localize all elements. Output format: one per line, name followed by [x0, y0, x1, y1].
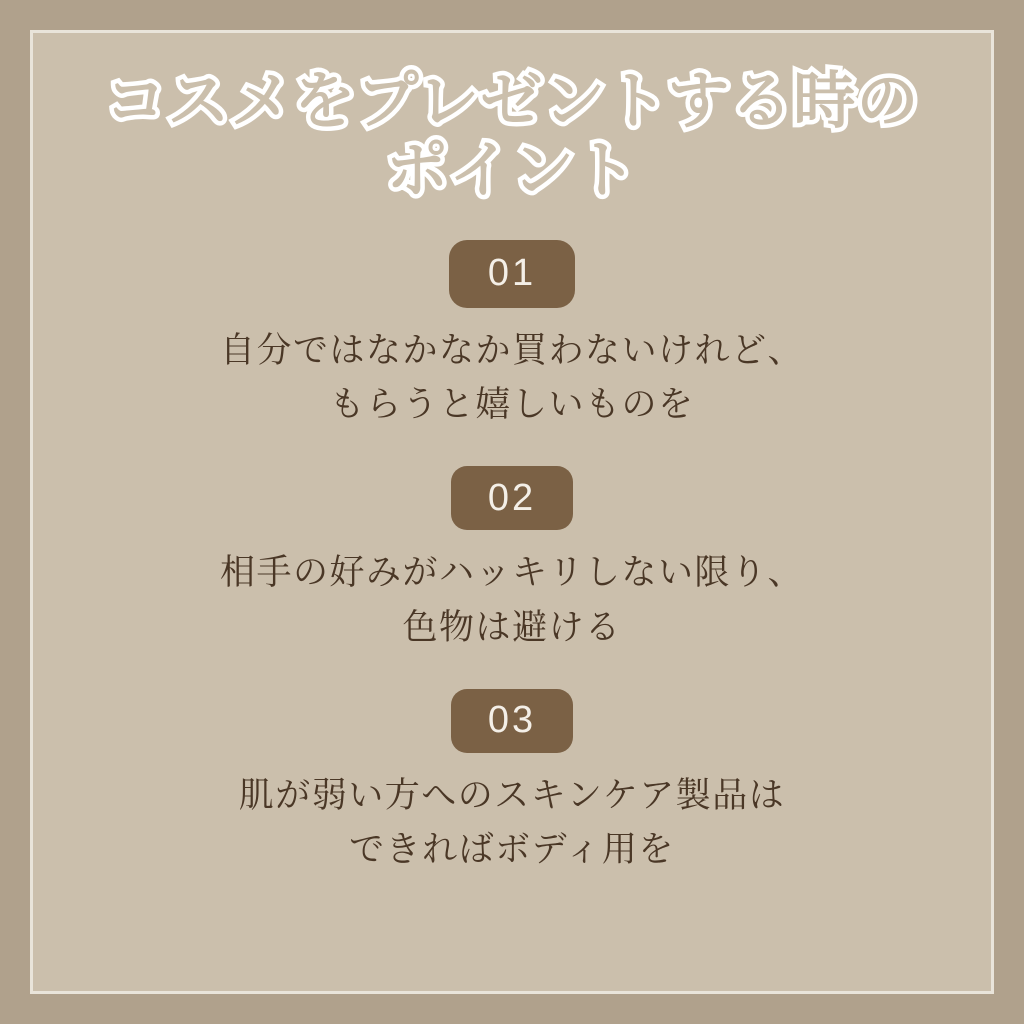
section-body-line: もらうと嬉しいものを — [329, 385, 695, 425]
section-body — [220, 546, 804, 655]
page-title — [33, 67, 991, 206]
section-number-badge: 01 — [449, 240, 575, 308]
section-number-badge: 03 — [451, 689, 573, 753]
section-item — [33, 466, 991, 655]
section-body-line: できればボディ用を — [349, 830, 675, 870]
section-number-badge: 02 — [451, 466, 573, 530]
section-body-line: 相手の好みがハッキリしない限り、 — [219, 553, 804, 593]
section-body — [239, 769, 785, 878]
section-body — [220, 324, 804, 433]
section-body-line: 肌が弱い方へのスキンケア製品は — [238, 775, 786, 815]
section-body-line: 自分ではなかなか買わないけれど、 — [219, 330, 804, 370]
section-list — [33, 240, 991, 878]
section-item — [33, 689, 991, 878]
page-title-line-2: ポイント — [385, 136, 638, 206]
page-title-line-1: コスメをプレゼントする時の — [104, 67, 920, 136]
inner-frame — [30, 30, 994, 994]
section-body-line: 色物は避ける — [402, 607, 622, 647]
section-item — [33, 240, 991, 433]
